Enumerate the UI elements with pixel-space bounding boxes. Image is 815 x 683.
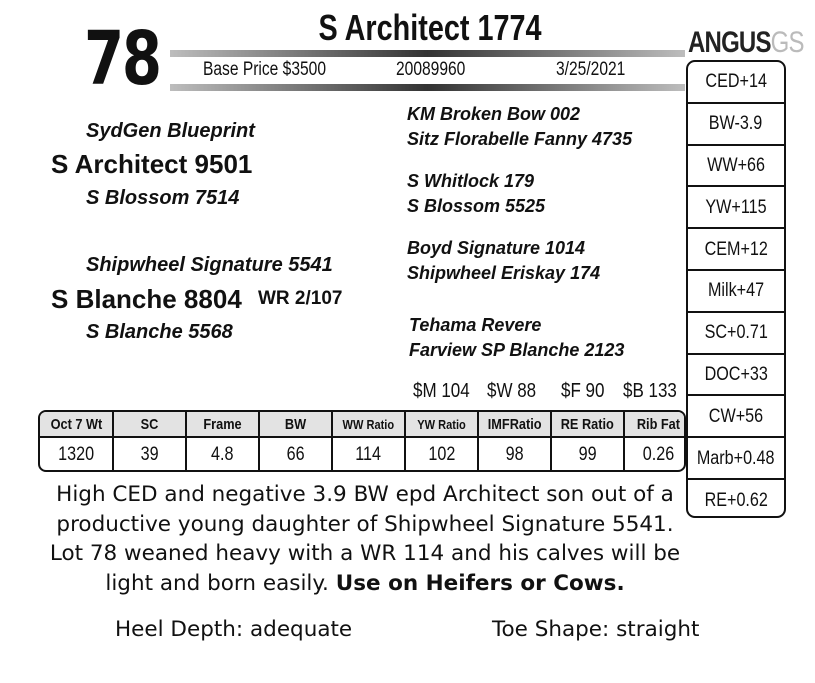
base-price: Base Price $3500 <box>203 59 326 80</box>
table-cell: 102 <box>405 437 478 470</box>
lot-number: 78 <box>84 16 160 102</box>
sire-sire: SydGen Blueprint <box>86 120 255 142</box>
table-header-cell: RE Ratio <box>551 412 624 437</box>
table-header-cell: Oct 7 Wt <box>40 412 113 437</box>
index-f: $F 90 <box>561 380 605 402</box>
registration-number: 20089960 <box>396 59 466 80</box>
heel-depth: Heel Depth: adequate <box>115 617 353 642</box>
description-emphasis: Use on Heifers or Cows. <box>335 570 625 596</box>
epd-bw: BW-3.9 <box>688 104 784 146</box>
dam-weaning-ratio: WR 2/107 <box>258 288 343 309</box>
dam-sire: Shipwheel Signature 5541 <box>86 254 333 276</box>
table-header-cell: WW Ratio <box>332 412 405 437</box>
table-header-cell: YW Ratio <box>405 412 478 437</box>
angus-gs-logo: ANGUSGS <box>688 26 804 59</box>
table-cell: 98 <box>478 437 551 470</box>
table-cell: 99 <box>551 437 624 470</box>
epd-column <box>686 60 786 518</box>
sd-dam: S Blossom 5525 <box>407 196 546 216</box>
ss-sire: KM Broken Bow 002 <box>407 104 581 124</box>
table-cell: 39 <box>113 437 186 470</box>
epd-cem: CEM+12 <box>688 229 784 271</box>
epd-re: RE+0.62 <box>704 490 768 512</box>
table-header-cell: SC <box>113 412 186 437</box>
sd-sire: S Whitlock 179 <box>407 171 535 191</box>
epd-cw: CW+56 <box>688 396 784 438</box>
epd-ww: WW+66 <box>688 146 784 188</box>
header-rule-bottom <box>170 84 685 91</box>
table-cell: 66 <box>259 437 332 470</box>
epd-marb: Marb+0.48 <box>688 438 784 480</box>
epd-sc: SC+0.71 <box>688 313 784 355</box>
sale-date: 3/25/2021 <box>556 59 626 80</box>
ss-dam: Sitz Florabelle Fanny 4735 <box>407 129 633 149</box>
animal-title: S Architect 1774 <box>318 7 542 48</box>
sire: S Architect 9501 <box>51 149 253 179</box>
ds-dam: Shipwheel Eriskay 174 <box>407 263 601 283</box>
description-text: High CED and negative 3.9 BW epd Architect son out of a productive young daughter of Shipwheel Signature 5541. Lot 78 weaned heavy with a WR 114 and his calves will be light and born easily. <box>49 482 681 596</box>
table-cell: 4.8 <box>186 437 259 470</box>
epd-doc: DOC+33 <box>688 355 784 397</box>
description <box>40 480 690 598</box>
epd-yw: YW+115 <box>688 187 784 229</box>
epd-milk: Milk+47 <box>688 271 784 313</box>
table-header-cell: IMFRatio <box>478 412 551 437</box>
header-rule-top <box>170 50 685 57</box>
sire-dam: S Blossom 7514 <box>86 187 240 209</box>
dd-dam: Farview SP Blanche 2123 <box>409 340 625 360</box>
dd-sire: Tehama Revere <box>409 315 542 335</box>
performance-table <box>38 410 686 472</box>
table-cell: 0.26 <box>624 437 686 470</box>
table-header-row <box>40 412 686 437</box>
table-row <box>40 437 686 470</box>
table-cell: 1320 <box>40 437 113 470</box>
epd-ced: CED+14 <box>688 62 784 104</box>
index-b: $B 133 <box>623 380 677 402</box>
table-header-cell: Rib Fat <box>624 412 686 437</box>
dam: S Blanche 8804 <box>51 284 242 314</box>
index-m: $M 104 <box>413 380 470 402</box>
index-w: $W 88 <box>487 380 537 402</box>
table-cell: 114 <box>332 437 405 470</box>
table-header-cell: Frame <box>186 412 259 437</box>
ds-sire: Boyd Signature 1014 <box>407 238 586 258</box>
dam-dam: S Blanche 5568 <box>86 321 233 343</box>
toe-shape: Toe Shape: straight <box>492 617 700 642</box>
table-header-cell: BW <box>259 412 332 437</box>
